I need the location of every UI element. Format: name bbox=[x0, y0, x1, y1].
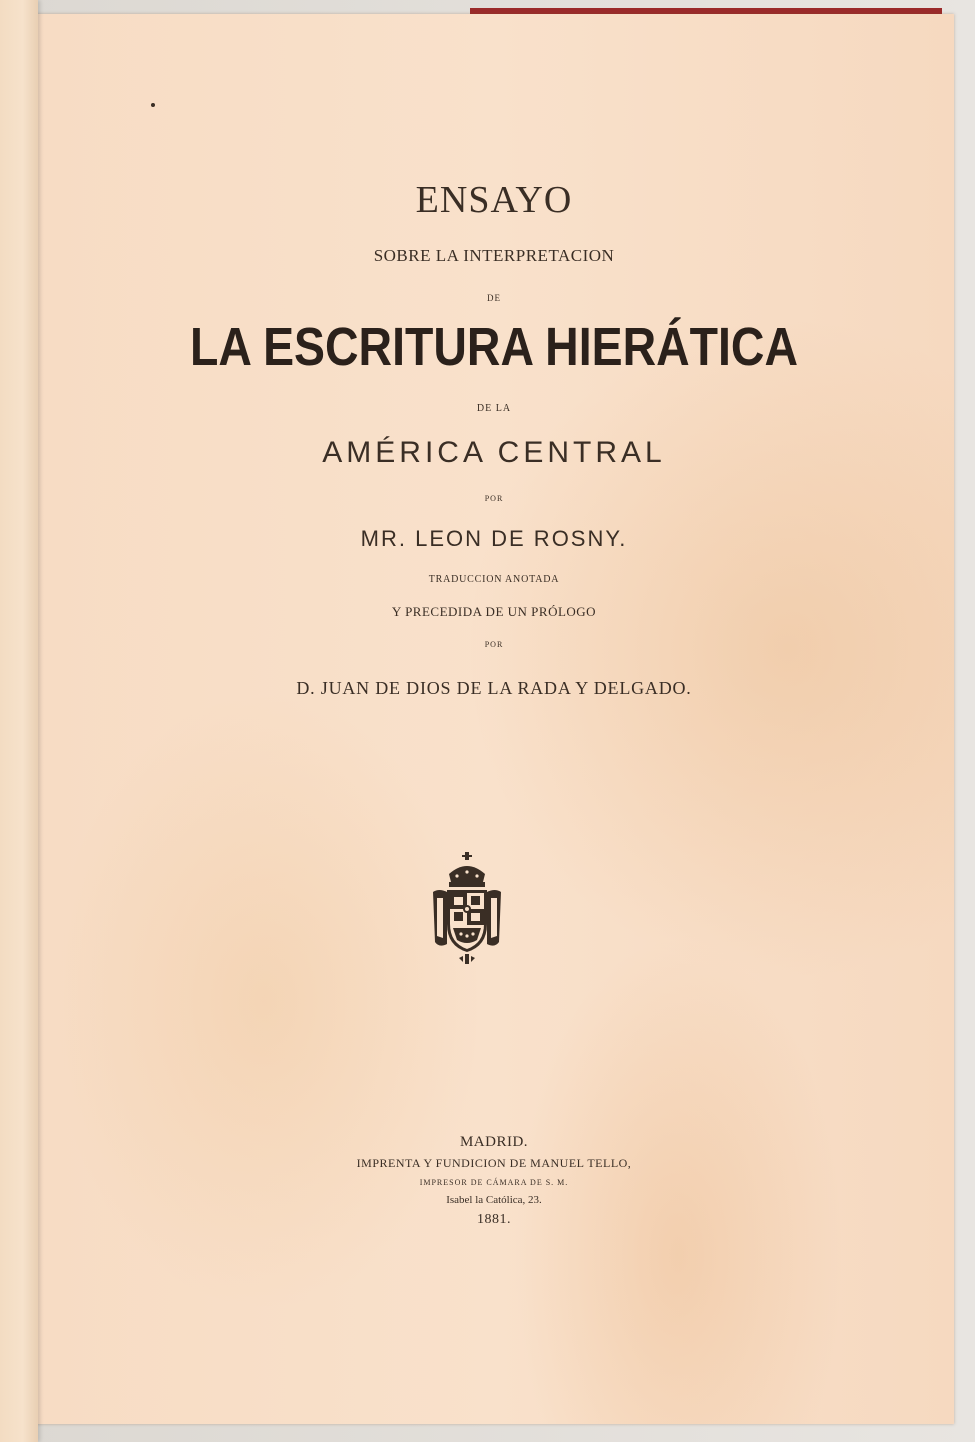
title-connector-de: DE bbox=[487, 293, 501, 303]
title-connector-por: POR bbox=[484, 494, 504, 503]
flyleaf-edge bbox=[0, 0, 38, 1442]
prologue-note: Y PRECEDIDA DE UN PRÓLOGO bbox=[391, 604, 597, 619]
imprint-address: Isabel la Católica, 23. bbox=[446, 1194, 542, 1206]
translation-note: TRADUCCION ANOTADA bbox=[428, 574, 560, 585]
imprint-printer: IMPRENTA Y FUNDICION DE MANUEL TELLO, bbox=[356, 1156, 632, 1170]
imprint-city: MADRID. bbox=[459, 1134, 529, 1150]
royal-coat-of-arms-icon bbox=[427, 852, 507, 966]
title-page bbox=[34, 14, 954, 1424]
imprint-printer-title: IMPRESOR DE CÁMARA DE S. M. bbox=[419, 1178, 569, 1187]
title-connector-de-la: DE LA bbox=[476, 403, 512, 414]
title-ensayo: ENSAYO bbox=[415, 179, 573, 221]
title-america-central: AMÉRICA CENTRAL bbox=[322, 436, 666, 469]
imprint-year: 1881. bbox=[477, 1212, 511, 1227]
translator-connector-por: POR bbox=[484, 640, 504, 649]
author-name: MR. LEON DE ROSNY. bbox=[360, 526, 628, 551]
ink-speck bbox=[151, 103, 155, 107]
main-title: LA ESCRITURA HIERÁTICA bbox=[189, 317, 798, 377]
title-sobre-la-interpretacion: SOBRE LA INTERPRETACION bbox=[373, 246, 615, 265]
translator-name: D. JUAN DE DIOS DE LA RADA Y DELGADO. bbox=[296, 678, 692, 698]
